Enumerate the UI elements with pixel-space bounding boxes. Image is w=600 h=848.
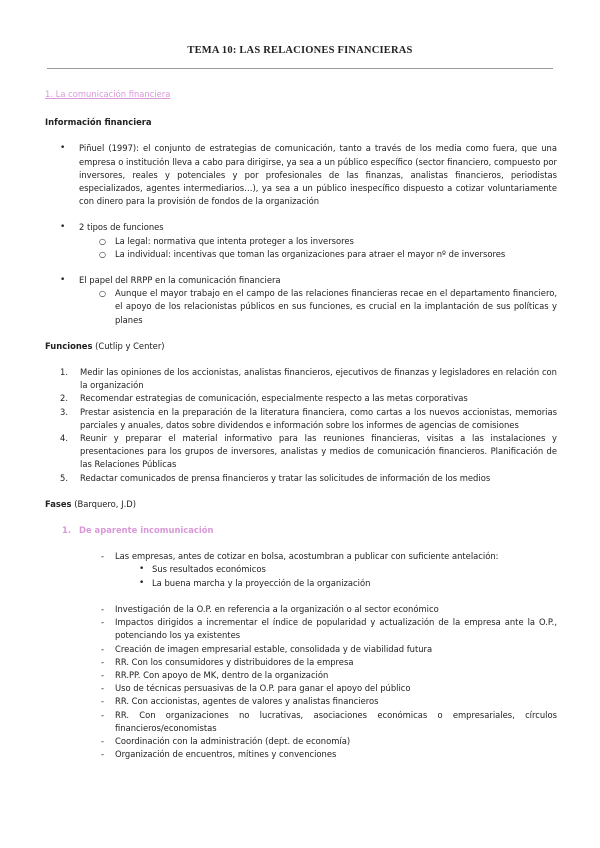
page-title: TEMA 10: LAS RELACIONES FINANCIERAS xyxy=(187,45,413,56)
bullet-icon: • xyxy=(60,275,66,286)
dash-icon: - xyxy=(101,683,105,694)
heading-fases: Fases (Barquero, J.D) xyxy=(45,498,136,509)
document-body xyxy=(45,88,557,761)
list-item: 1. Medir las opiniones de los accionistas, analistas financieros, ejecutivos de finanzas y legisladores en relación con la organización xyxy=(60,367,557,391)
list-item: - RR. Con organizaciones no lucrativas, asociaciones económicas o empresariales, círculos financieros/economistas xyxy=(101,709,557,733)
list-item: - Investigación de la O.P. en referencia a la organización o al sector económico xyxy=(45,603,557,616)
dash-icon: - xyxy=(101,709,105,720)
list-item: • Piñuel (1997): el conjunto de estrategias de comunicación, tanto a través de los media como fuera, que una empresa o institución lleva a cabo para dirigirse, ya sea a un público específico (sector financiero, compuesto por inversores, reales y potenciales y por profesionales de las finanzas, analistas financieros, periodistas especializados, agentes intermediarios…), ya sea a un público inespecífico dispuesto a cotizar voluntariamente con dinero para la provisión de fondos de la organización xyxy=(60,143,557,207)
dash-icon: - xyxy=(101,551,105,562)
dash-icon: - xyxy=(101,669,105,680)
bullet-icon: • xyxy=(139,564,145,575)
dash-icon: - xyxy=(101,656,105,667)
list-item: 4. Reunir y preparar el material informativo para las reuniones financieras, visitas a las instalaciones y presentaciones para los grupos de inversores, analistas y medios de comunicación financieros. Planificación de las Relaciones Públicas xyxy=(60,433,557,470)
bullet-icon: • xyxy=(60,143,66,154)
heading-informacion-financiera: Información financiera xyxy=(45,117,152,128)
circle-bullet-icon: ○ xyxy=(99,289,106,299)
list-item: - Coordinación con la administración (dept. de economía) xyxy=(45,735,557,748)
list-item: - Organización de encuentros, mítines y convenciones xyxy=(45,748,557,761)
dash-icon: - xyxy=(101,735,105,746)
bullet-icon: • xyxy=(60,222,66,233)
sub-list-item: ○ Aunque el mayor trabajo en el campo de las relaciones financieras recae en el departamento financiero, el apoyo de los relacionistas públicos en sus funciones, es crucial en la implantación de sus políticas y planes xyxy=(99,288,557,325)
dash-icon: - xyxy=(101,603,105,614)
section-link-comunicacion-financiera[interactable]: 1. La comunicación financiera xyxy=(45,89,171,99)
bullet-icon: • xyxy=(139,577,145,588)
dash-icon: - xyxy=(101,749,105,760)
list-item: - Las empresas, antes de cotizar en bolsa, acostumbran a publicar con suficiente antelación: xyxy=(45,550,557,563)
dash-icon: - xyxy=(101,696,105,707)
circle-bullet-icon: ○ xyxy=(99,249,106,259)
list-item: 3. Prestar asistencia en la preparación de la literatura financiera, como cartas a los nuevos accionistas, memorias parciales y anuales, datos sobre dividendos e información sobre los informes de agencias de comisiones xyxy=(60,406,557,430)
dash-icon: - xyxy=(101,617,105,628)
sub-list-item: ○ La legal: normativa que intenta proteger a los inversores xyxy=(45,235,557,248)
list-item: - RR. Con los consumidores y distribuidores de la empresa xyxy=(45,656,557,669)
list-item: - Creación de imagen empresarial estable, consolidada y de viabilidad futura xyxy=(45,643,557,656)
title-divider xyxy=(47,68,553,69)
list-item: - RR. Con accionistas, agentes de valores y analistas financieros xyxy=(45,695,557,708)
circle-bullet-icon: ○ xyxy=(99,236,106,246)
list-item: 2. Recomendar estrategias de comunicación, especialmente respecto a las metas corporativas xyxy=(60,393,468,404)
sub-list-item: • Sus resultados económicos xyxy=(45,563,557,576)
list-item: - Uso de técnicas persuasivas de la O.P. para ganar el apoyo del público xyxy=(45,682,557,695)
list-item: • El papel del RRPP en la comunicación financiera xyxy=(45,274,557,287)
heading-funciones: Funciones (Cutlip y Center) xyxy=(45,340,165,351)
list-item: • 2 tipos de funciones xyxy=(45,221,557,234)
list-item: 5. Redactar comunicados de prensa financieros y tratar las solicitudes de información de los medios xyxy=(60,472,491,483)
fases-source: (Barquero, J.D) xyxy=(74,498,136,509)
funciones-source: (Cutlip y Center) xyxy=(95,340,165,351)
dash-icon: - xyxy=(101,643,105,654)
sub-list-item: ○ La individual: incentivas que toman las organizaciones para atraer el mayor nº de inversores xyxy=(45,248,557,261)
list-item: - Impactos dirigidos a incrementar el índice de popularidad y actualización de la empresa ante la O.P., potenciando los ya existentes xyxy=(101,617,557,641)
sub-list-item: • La buena marcha y la proyección de la organización xyxy=(45,577,557,590)
list-item: - RR.PP. Con apoyo de MK, dentro de la organización xyxy=(45,669,557,682)
phase-heading: 1. De aparente incomunicación xyxy=(62,525,214,536)
